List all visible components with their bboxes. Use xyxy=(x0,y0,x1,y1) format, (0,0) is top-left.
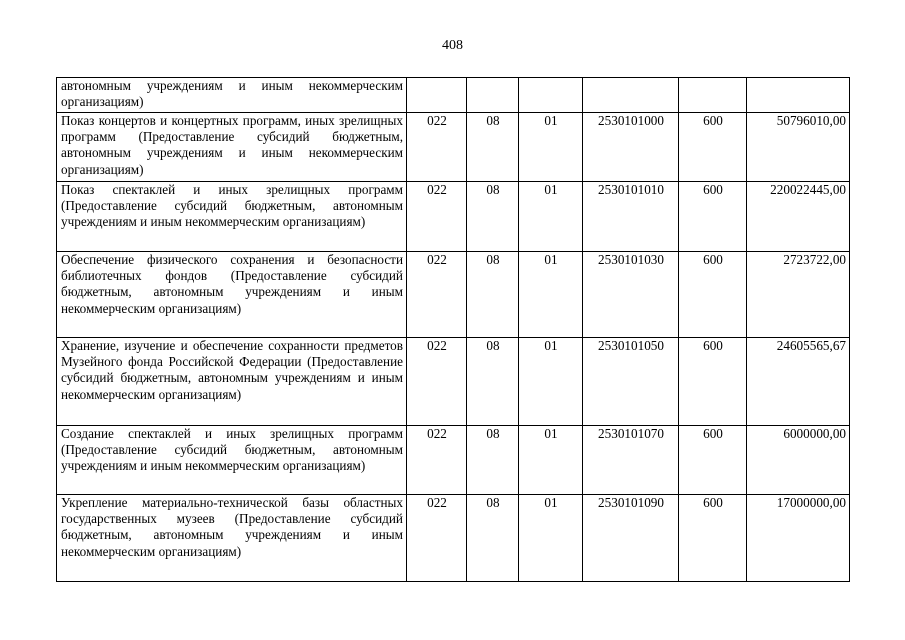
row-grbs-code: 022 xyxy=(407,182,467,252)
row-expense-type: 600 xyxy=(679,252,747,338)
row-description: автономным учреждениям и иным некоммерческим организациям) xyxy=(57,78,407,113)
row-subsection-code: 01 xyxy=(519,426,583,495)
row-target-article: 2530101070 xyxy=(583,426,679,495)
row-grbs-code: 022 xyxy=(407,252,467,338)
row-subsection-code xyxy=(519,78,583,113)
row-grbs-code: 022 xyxy=(407,338,467,426)
row-expense-type: 600 xyxy=(679,495,747,582)
row-section-code: 08 xyxy=(467,113,519,182)
row-section-code: 08 xyxy=(467,182,519,252)
row-target-article xyxy=(583,78,679,113)
row-subsection-code: 01 xyxy=(519,252,583,338)
table-row xyxy=(57,113,850,182)
row-section-code: 08 xyxy=(467,252,519,338)
row-grbs-code: 022 xyxy=(407,113,467,182)
table-row xyxy=(57,495,850,582)
row-target-article: 2530101000 xyxy=(583,113,679,182)
row-subsection-code: 01 xyxy=(519,338,583,426)
row-amount: 2723722,00 xyxy=(747,252,850,338)
row-description: Создание спектаклей и иных зрелищных программ (Предоставление субсидий бюджетным, автономным учреждениям и иным некоммерческим организациям) xyxy=(57,426,407,495)
row-description: Показ концертов и концертных программ, иных зрелищных программ (Предоставление субсидий бюджетным, автономным учреждениям и иным некоммерческим организациям) xyxy=(57,113,407,182)
row-target-article: 2530101050 xyxy=(583,338,679,426)
row-amount: 17000000,00 xyxy=(747,495,850,582)
row-description: Обеспечение физического сохранения и безопасности библиотечных фондов (Предоставление субсидий бюджетным, автономным учреждениям и иным некоммерческим организациям) xyxy=(57,252,407,338)
row-grbs-code xyxy=(407,78,467,113)
row-amount: 24605565,67 xyxy=(747,338,850,426)
budget-table xyxy=(56,77,850,582)
row-expense-type: 600 xyxy=(679,426,747,495)
table-row xyxy=(57,252,850,338)
row-subsection-code: 01 xyxy=(519,495,583,582)
row-section-code xyxy=(467,78,519,113)
table-row xyxy=(57,182,850,252)
row-target-article: 2530101090 xyxy=(583,495,679,582)
page-number: 408 xyxy=(442,38,463,53)
row-section-code: 08 xyxy=(467,495,519,582)
row-description: Хранение, изучение и обеспечение сохранности предметов Музейного фонда Российской Федерации (Предоставление субсидий бюджетным, автономным учреждениям и иным некоммерческим организациям) xyxy=(57,338,407,426)
row-target-article: 2530101030 xyxy=(583,252,679,338)
row-subsection-code: 01 xyxy=(519,182,583,252)
row-grbs-code: 022 xyxy=(407,495,467,582)
row-target-article: 2530101010 xyxy=(583,182,679,252)
row-section-code: 08 xyxy=(467,426,519,495)
row-amount: 50796010,00 xyxy=(747,113,850,182)
row-section-code: 08 xyxy=(467,338,519,426)
table-row xyxy=(57,338,850,426)
row-amount: 220022445,00 xyxy=(747,182,850,252)
row-description: Показ спектаклей и иных зрелищных программ (Предоставление субсидий бюджетным, автономным учреждениям и иным некоммерческим организациям) xyxy=(57,182,407,252)
row-description: Укрепление материально-технической базы областных государственных музеев (Предоставление субсидий бюджетным, автономным учреждениям и иным некоммерческим организациям) xyxy=(57,495,407,582)
row-expense-type xyxy=(679,78,747,113)
row-subsection-code: 01 xyxy=(519,113,583,182)
row-expense-type: 600 xyxy=(679,113,747,182)
row-amount: 6000000,00 xyxy=(747,426,850,495)
row-grbs-code: 022 xyxy=(407,426,467,495)
row-amount xyxy=(747,78,850,113)
row-expense-type: 600 xyxy=(679,182,747,252)
row-expense-type: 600 xyxy=(679,338,747,426)
table-row xyxy=(57,426,850,495)
table-row xyxy=(57,78,850,113)
